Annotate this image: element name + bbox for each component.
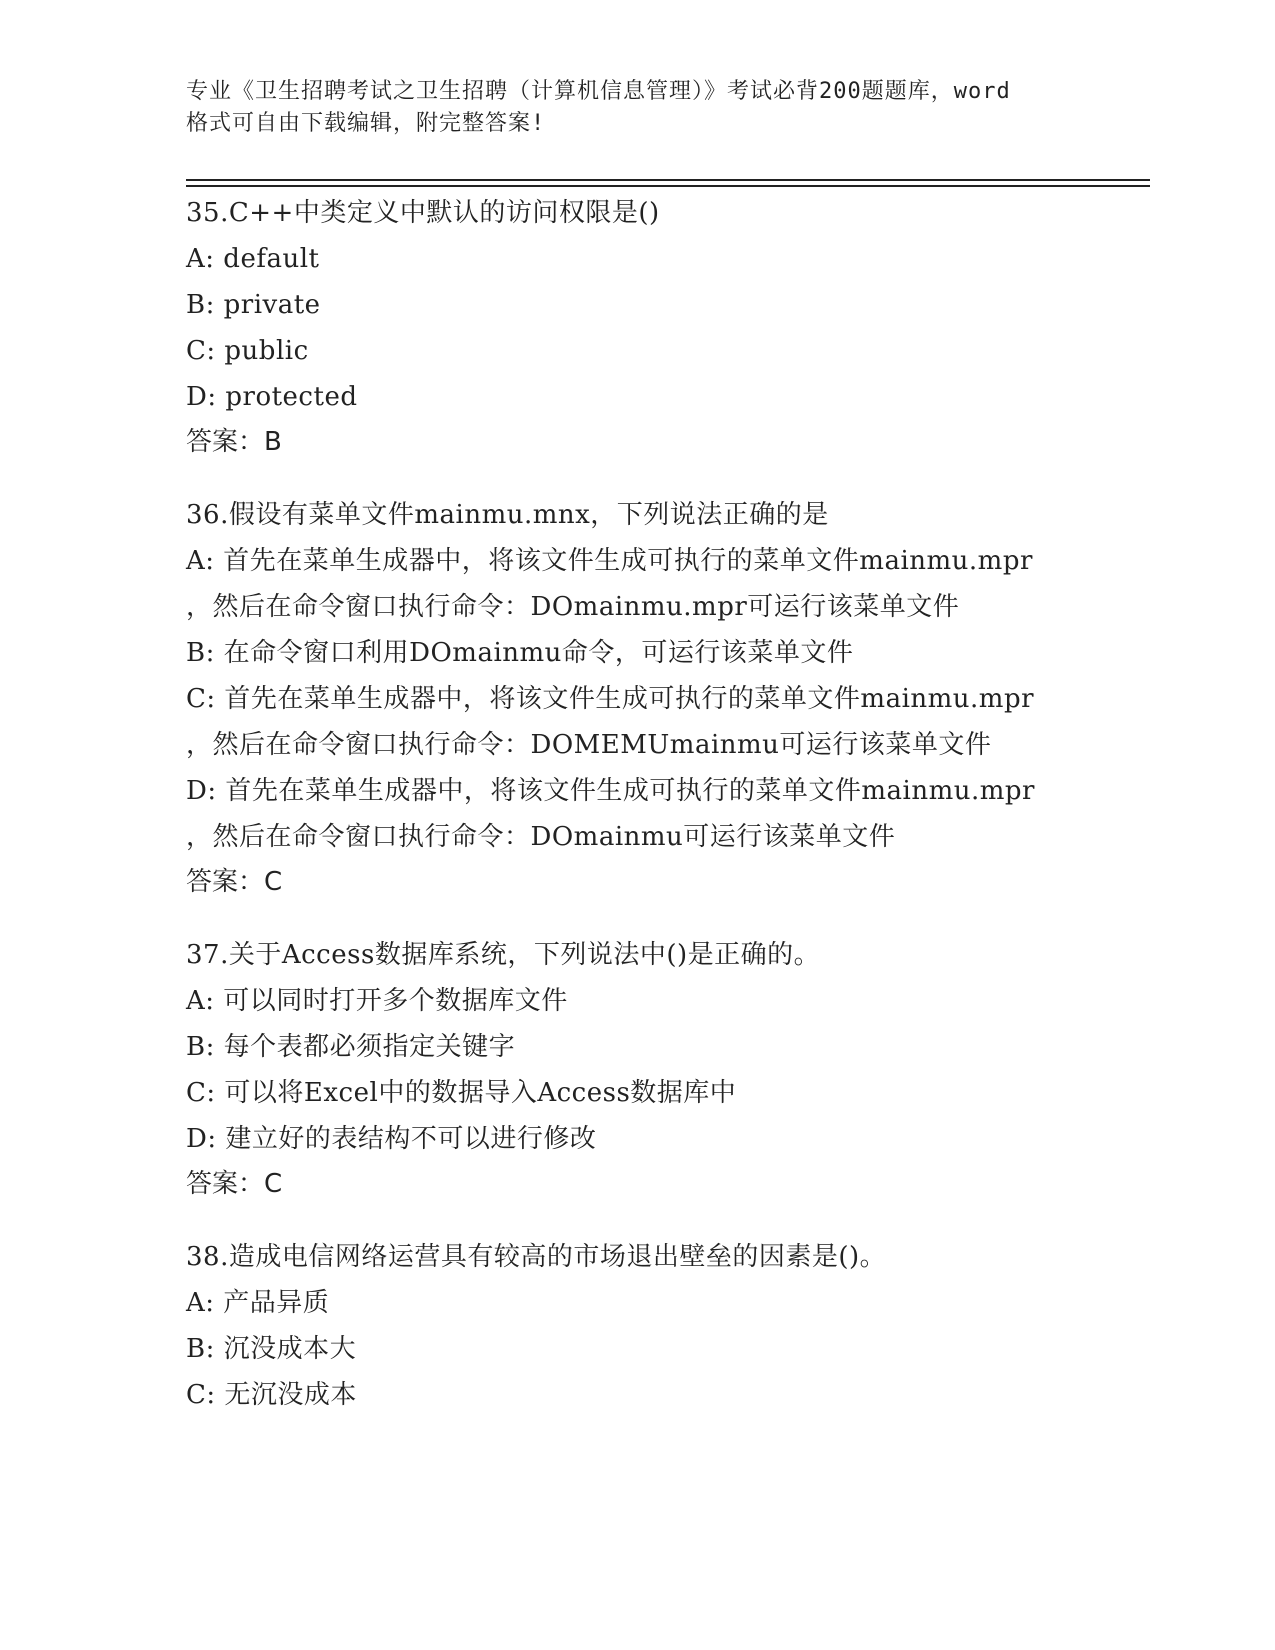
option-line: C: 可以将Excel中的数据导入Access数据库中	[186, 1078, 737, 1108]
option-line: C: 首先在菜单生成器中，将该文件生成可执行的菜单文件mainmu.mpr	[186, 684, 1035, 714]
question-stem: 35.C++中类定义中默认的访问权限是()	[186, 198, 660, 228]
answer-line: 答案：C	[186, 867, 283, 897]
answer-line: 答案：C	[186, 1169, 283, 1199]
option-line: A: 产品异质	[186, 1288, 330, 1318]
header-divider-top	[186, 179, 1150, 181]
option-line: B: 每个表都必须指定关键字	[186, 1032, 516, 1062]
question-stem: 37.关于Access数据库系统，下列说法中()是正确的。	[186, 940, 821, 970]
header-line-1: 专业《卫生招聘考试之卫生招聘（计算机信息管理）》考试必背200题题库，word	[186, 79, 1011, 104]
document-header	[186, 76, 1086, 140]
question-block	[186, 492, 1150, 904]
question-stem: 36.假设有菜单文件mainmu.mnx，下列说法正确的是	[186, 500, 829, 530]
option-line: B: 沉没成本大	[186, 1334, 357, 1364]
option-line: D: 建立好的表结构不可以进行修改	[186, 1124, 597, 1154]
option-line: D: 首先在菜单生成器中，将该文件生成可执行的菜单文件mainmu.mpr	[186, 776, 1035, 806]
option-line: B: private	[186, 290, 321, 320]
option-line: C: 无沉没成本	[186, 1380, 357, 1410]
option-line: D: protected	[186, 382, 358, 412]
question-block	[186, 932, 1150, 1206]
question-list	[186, 190, 1150, 1446]
header-divider-bottom	[186, 185, 1150, 187]
question-block	[186, 1234, 1150, 1418]
option-line: C: public	[186, 336, 309, 366]
option-line: B: 在命令窗口利用DOmainmu命令，可运行该菜单文件	[186, 638, 854, 668]
header-line-2: 格式可自由下载编辑，附完整答案!	[186, 111, 546, 136]
option-line: A: 可以同时打开多个数据库文件	[186, 986, 568, 1016]
option-line: A: default	[186, 244, 320, 274]
question-stem: 38.造成电信网络运营具有较高的市场退出壁垒的因素是()。	[186, 1242, 887, 1272]
option-line: ，然后在命令窗口执行命令：DOmainmu可运行该菜单文件	[186, 822, 896, 852]
answer-line: 答案：B	[186, 427, 282, 457]
option-line: A: 首先在菜单生成器中，将该文件生成可执行的菜单文件mainmu.mpr	[186, 546, 1033, 576]
question-block	[186, 190, 1150, 464]
option-line: ，然后在命令窗口执行命令：DOMEMUmainmu可运行该菜单文件	[186, 730, 992, 760]
option-line: ，然后在命令窗口执行命令：DOmainmu.mpr可运行该菜单文件	[186, 592, 960, 622]
